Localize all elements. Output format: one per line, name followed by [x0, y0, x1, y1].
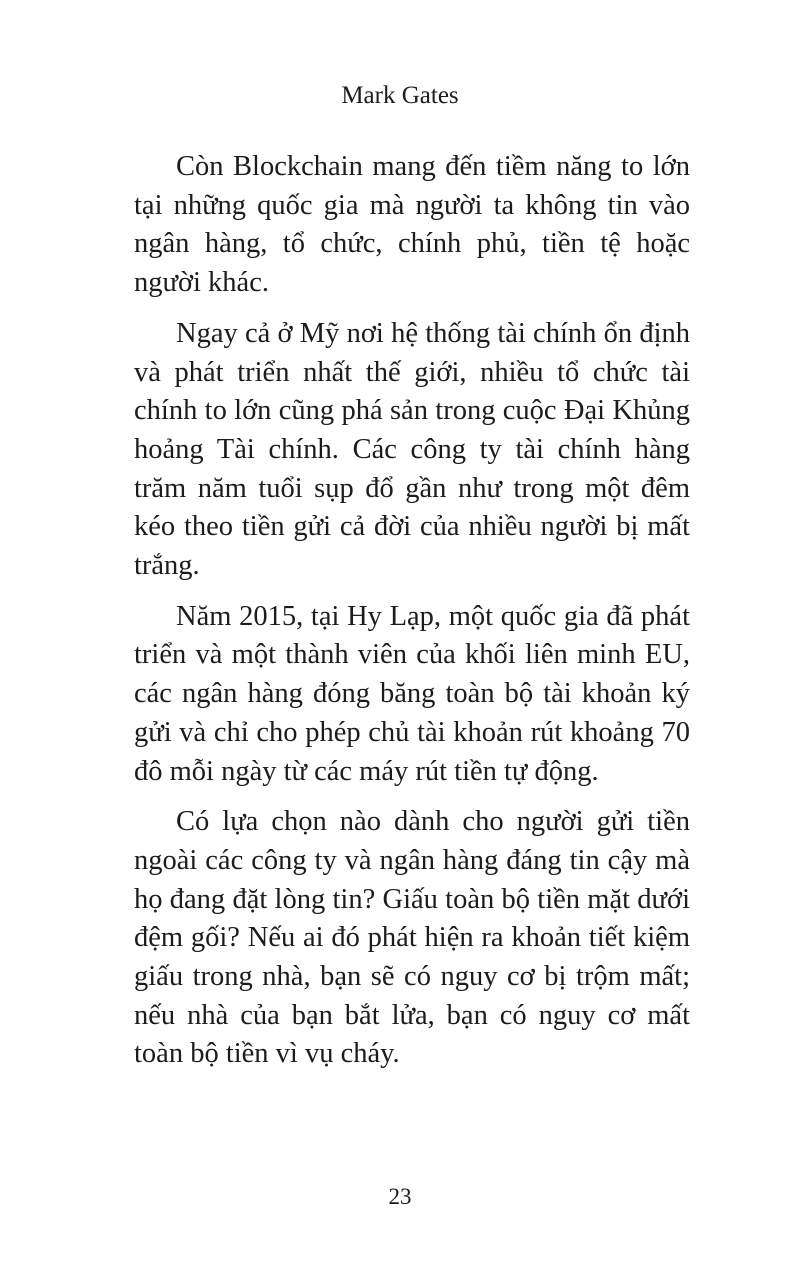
- body-text: [134, 148, 690, 1086]
- paragraph: Ngay cả ở Mỹ nơi hệ thống tài chính ổn định và phát triển nhất thế giới, nhiều tổ chức tài chính to lớn cũng phá sản trong cuộc Đại Khủng hoảng Tài chính. Các công ty tài chính hàng trăm năm tuổi sụp đổ gần như trong một đêm kéo theo tiền gửi cả đời của nhiều người bị mất trắng.: [134, 317, 690, 582]
- page-number: 23: [388, 1184, 412, 1209]
- paragraph: Còn Blockchain mang đến tiềm năng to lớn tại những quốc gia mà người ta không tin vào ngân hàng, tổ chức, chính phủ, tiền tệ hoặc người khác.: [134, 151, 690, 299]
- paragraph: Có lựa chọn nào dành cho người gửi tiền ngoài các công ty và ngân hàng đáng tin cậy mà họ đang đặt lòng tin? Giấu toàn bộ tiền mặt dưới đệm gối? Nếu ai đó phát hiện ra khoản tiết kiệm giấu trong nhà, bạn sẽ có nguy cơ bị trộm mất; nếu nhà của bạn bắt lửa, bạn có nguy cơ mất toàn bộ tiền vì vụ cháy.: [134, 806, 690, 1070]
- running-header: Mark Gates: [341, 82, 459, 109]
- paragraph: Năm 2015, tại Hy Lạp, một quốc gia đã phát triển và một thành viên của khối liên minh EU, các ngân hàng đóng băng toàn bộ tài khoản ký gửi và chỉ cho phép chủ tài khoản rút khoảng 70 đô mỗi ngày từ các máy rút tiền tự động.: [134, 600, 690, 787]
